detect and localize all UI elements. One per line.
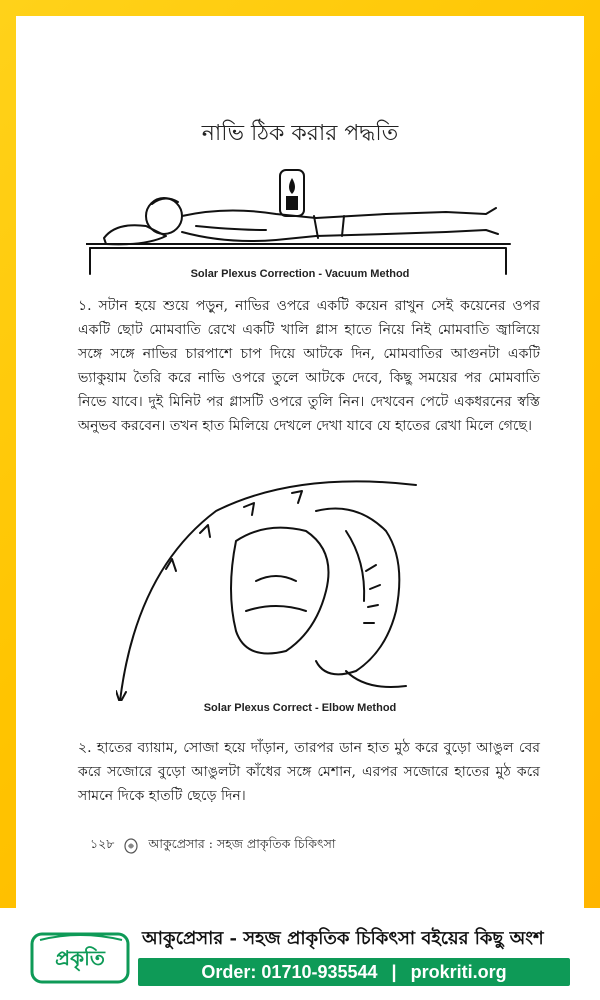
website-link[interactable]: prokriti.org bbox=[410, 961, 507, 982]
book-page bbox=[16, 16, 584, 908]
order-phone[interactable]: Order: 01710-935544 bbox=[201, 961, 378, 982]
promo-banner bbox=[0, 908, 600, 1000]
promo-title: আকুপ্রেসার - সহজ প্রাকৃতিক চিকিৎসা বইয়ের কিছু অংশ bbox=[142, 928, 544, 949]
publisher-mark-icon bbox=[124, 838, 138, 854]
page-number: ১২৮ bbox=[90, 836, 115, 851]
brand-name: প্রকৃতি bbox=[55, 946, 105, 970]
order-separator: | bbox=[391, 961, 397, 982]
paragraph-1: ১. সটান হয়ে শুয়ে পড়ুন, নাভির ওপরে একটি কয়েন রাখুন সেই কয়েনের ওপর একটি ছোট মোমবাতি রেখে একটি খালি গ্লাস হাতে নিয়ে নিই মোমবাতি জ্বালিয়ে সঙ্গে সঙ্গে নাভির চারপাশে চাপ দিয়ে আটকে দিন, মোমবাতির আগুনটা একটি ভ্যাকুয়াম তৈরি করে নাভি ওপরে তুলে আটকে দেবে, কিছু সময়ের পর মোমবাতি নিভে যাবে। দুই মিনিট পর গ্লাসটি ওপরে তুলি নিন। দেখবেন পেটে একধরনের স্বস্তি অনুভব করবেন। তখন হাত মিলিয়ে দেখলে দেখা যাবে যে হাতের রেখা মিলে গেছে। bbox=[78, 298, 540, 434]
paragraph-2: ২. হাতের ব্যায়াম, সোজা হয়ে দাঁড়ান, তারপর ডান হাত মুঠ করে বুড়ো আঙুল বের করে সজোরে বুড়ো আঙুলটা কাঁধের সঙ্গে মেশান, এরপর সজোরে হাতের মুঠ করে সামনে দিকে হাতটি ছেড়ে দিন। bbox=[78, 740, 540, 804]
order-bar bbox=[138, 958, 570, 986]
elbow-method-illustration bbox=[116, 471, 476, 701]
figure2-caption: Solar Plexus Correct - Elbow Method bbox=[203, 702, 397, 714]
page-title: নাভি ঠিক করার পদ্ধতি bbox=[201, 121, 399, 146]
book-title-footer: আকুপ্রেসার : সহজ প্রাকৃতিক চিকিৎসা bbox=[148, 836, 336, 851]
running-footer bbox=[90, 836, 336, 856]
figure1-caption: Solar Plexus Correction - Vacuum Method bbox=[190, 268, 410, 280]
vacuum-method-illustration bbox=[86, 156, 516, 276]
